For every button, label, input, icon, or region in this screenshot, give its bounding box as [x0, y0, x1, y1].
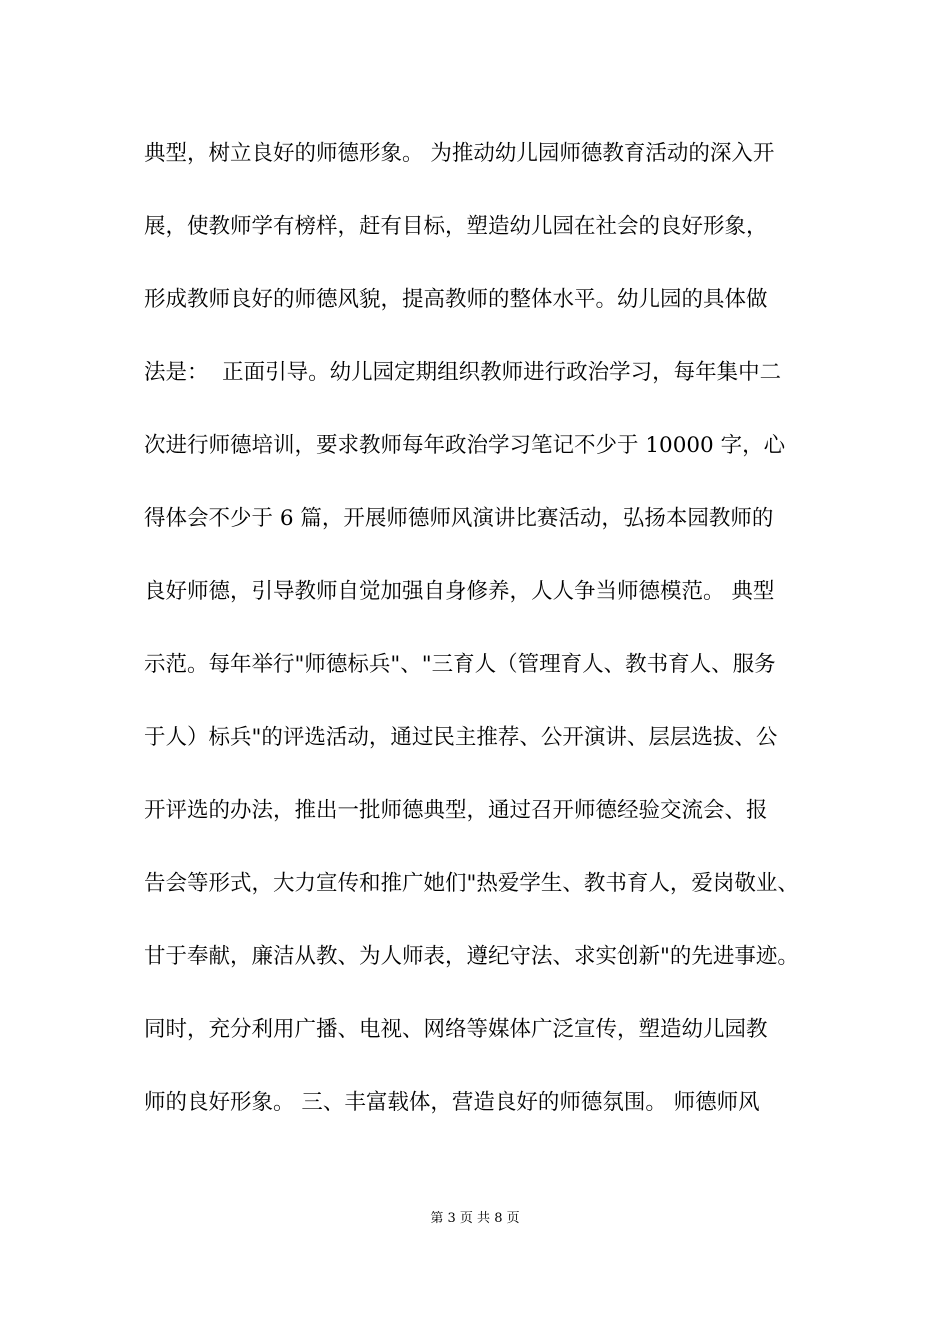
text-line: 同时，充分利用广播、电视、网络等媒体广泛宣传，塑造幼儿园教	[144, 1017, 768, 1042]
text-line: 次进行师德培训，要求教师每年政治学习笔记不少于 10000 字，心	[144, 433, 786, 458]
text-line: 形成教师良好的师德风貌，提高教师的整体水平。幼儿园的具体做	[144, 287, 768, 312]
body-text	[144, 134, 844, 1156]
text-line: 于人）标兵"的评选活动，通过民主推荐、公开演讲、层层选拔、公	[144, 725, 778, 750]
text-line: 展，使教师学有榜样，赶有目标，塑造幼儿园在社会的良好形象，	[144, 214, 768, 239]
page-footer: 第 3 页 共 8 页	[430, 1211, 520, 1226]
text-line: 告会等形式，大力宣传和推广她们"热爱学生、教书育人，爱岗敬业、	[144, 871, 799, 896]
text-line: 甘于奉献，廉洁从教、为人师表，遵纪守法、求实创新"的先进事迹。	[144, 944, 799, 969]
text-line: 良好师德，引导教师自觉加强自身修养，人人争当师德模范。 典型	[144, 579, 775, 604]
text-line: 得体会不少于 6 篇，开展师德师风演讲比赛活动，弘扬本园教师的	[144, 506, 774, 531]
text-line: 师的良好形象。 三、丰富载体，营造良好的师德氛围。 师德师风	[144, 1090, 760, 1115]
text-line: 开评选的办法，推出一批师德典型，通过召开师德经验交流会、报	[144, 798, 768, 823]
text-line: 法是： 正面引导。幼儿园定期组织教师进行政治学习，每年集中二	[144, 360, 782, 385]
text-line: 典型，树立良好的师德形象。 为推动幼儿园师德教育活动的深入开	[144, 141, 775, 166]
text-line: 示范。每年举行"师德标兵"、"三育人（管理育人、教书育人、服务	[144, 652, 776, 677]
